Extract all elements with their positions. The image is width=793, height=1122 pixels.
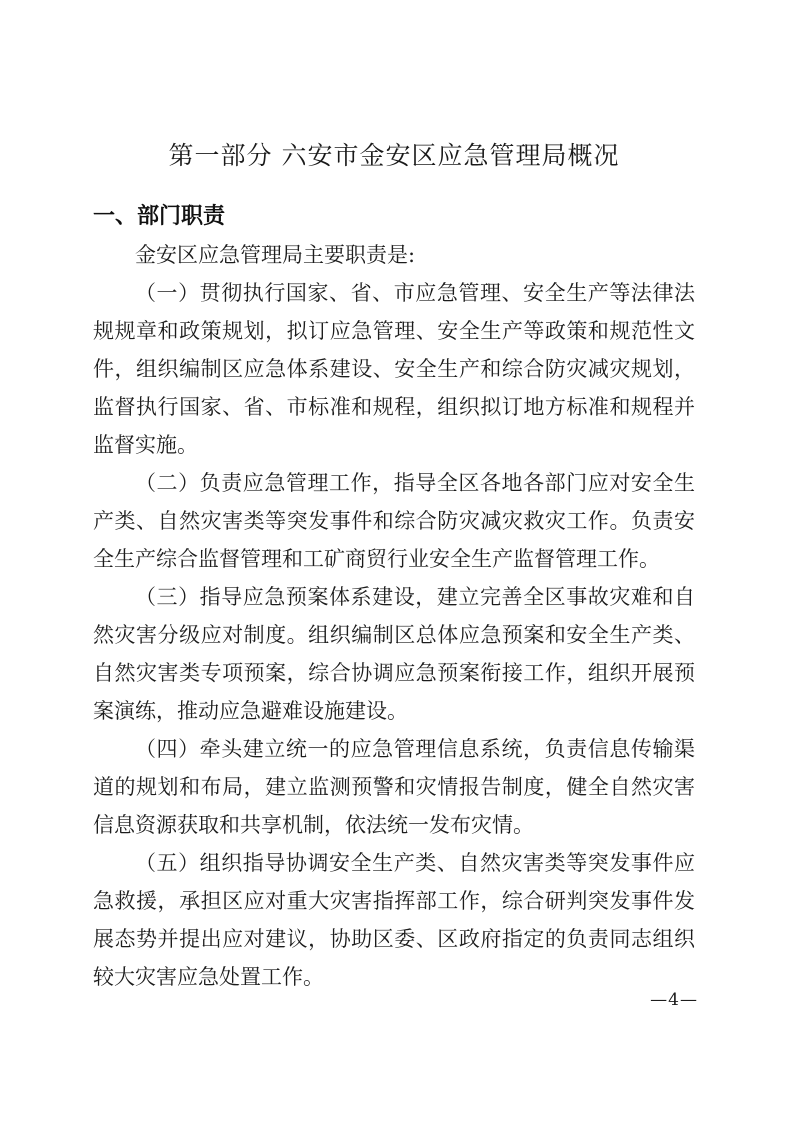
body-paragraphs — [93, 274, 695, 996]
page-title: 第一部分 六安市金安区应急管理局概况 — [168, 141, 620, 170]
intro-line: 金安区应急管理局主要职责是: — [135, 243, 416, 267]
section-heading: 一、部门职责 — [93, 204, 226, 229]
paragraph: （三）指导应急预案体系建设，建立完善全区事故灾难和自然灾害分级应对制度。组织编制区总体应急预案和安全生产类、自然灾害类专项预案，综合协调应急预案衔接工作，组织开展预案演练，推动应急避难设施建设。 — [93, 585, 695, 723]
page-content — [93, 0, 695, 996]
paragraph: （五）组织指导协调安全生产类、自然灾害类等突发事件应急救援，承担区应对重大灾害指挥部工作，综合研判突发事件发展态势并提出应对建议，协助区委、区政府指定的负责同志组织较大灾害应急处置工作。 — [93, 851, 695, 989]
page-number: —4— — [650, 990, 698, 1010]
paragraph: （二）负责应急管理工作，指导全区各地各部门应对安全生产类、自然灾害类等突发事件和综合防灾减灾救灾工作。负责安全生产综合监督管理和工矿商贸行业安全生产监督管理工作。 — [93, 471, 695, 571]
paragraph: （一）贯彻执行国家、省、市应急管理、安全生产等法律法规规章和政策规划，拟订应急管理、安全生产等政策和规范性文件，组织编制区应急体系建设、安全生产和综合防灾减灾规划，监督执行国家、省、市标准和规程，组织拟订地方标准和规程并监督实施。 — [93, 281, 695, 457]
paragraph: （四）牵头建立统一的应急管理信息系统，负责信息传输渠道的规划和布局，建立监测预警和灾情报告制度，健全自然灾害信息资源获取和共享机制，依法统一发布灾情。 — [93, 737, 695, 837]
